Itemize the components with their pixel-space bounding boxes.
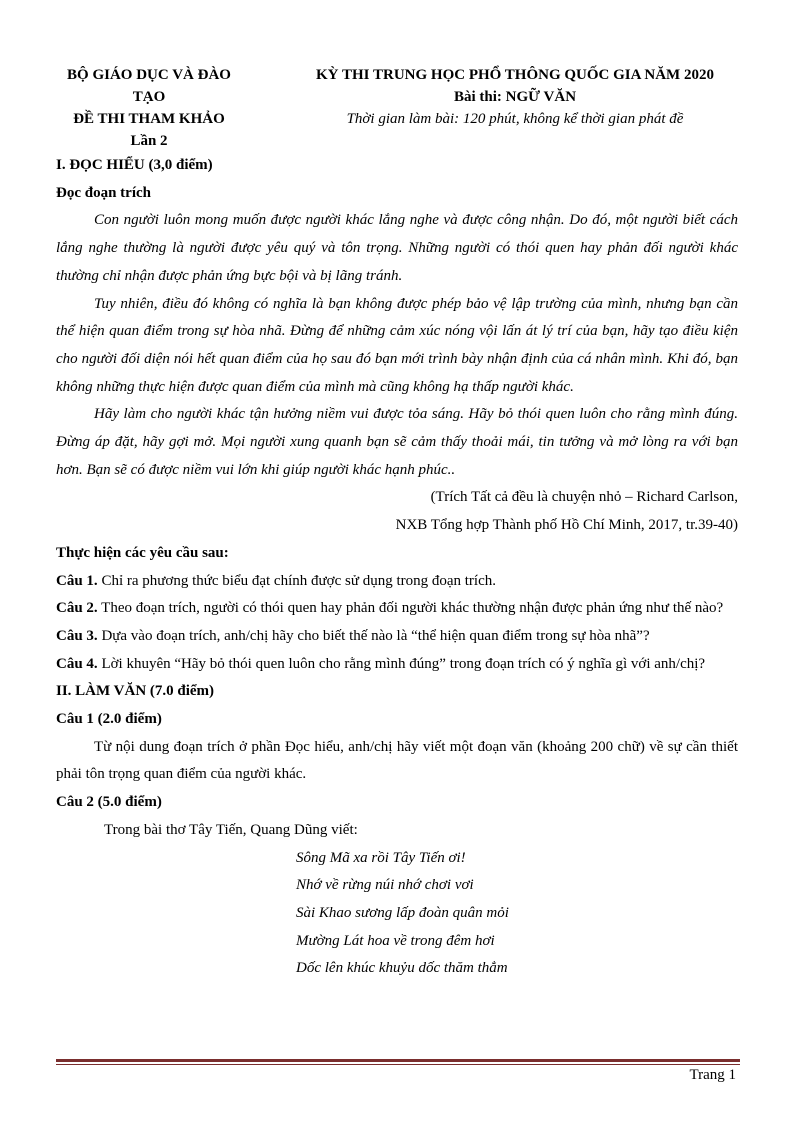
- footer-rule-thin: [56, 1064, 740, 1065]
- source-line-1: (Trích Tất cả đều là chuyện nhỏ – Richard Carlson,: [430, 489, 738, 506]
- exam-round: Lần 2: [130, 133, 168, 149]
- question-3: [56, 623, 738, 651]
- poem-line: Mường Lát hoa về trong đêm hơi: [296, 932, 495, 949]
- exam-time: Thời gian làm bài: 120 phút, không kể thời gian phát đề: [346, 111, 684, 127]
- section2-title: II. LÀM VĂN (7.0 điểm): [56, 683, 215, 700]
- poem-line: Sài Khao sương lấp đoàn quân mỏi: [296, 904, 509, 921]
- question-4: [56, 651, 738, 679]
- excerpt-heading: Đọc đoạn trích: [56, 184, 151, 201]
- excerpt-paragraph-2: Tuy nhiên, điều đó không có nghĩa là bạn không được phép bảo vệ lập trường của mình, nhưng bạn cần thể hiện quan điểm trong sự hòa nhã. Đừng để những cảm xúc nóng vội lấn át lý trí của bạn, hãy tạo điều kiện cho người đối diện nói hết quan điểm của họ sau đó bạn mới trình bày nhận định của cá nhân mình. Khi đó, bạn không những thực hiện được quan điểm của mình mà cũng không hạ thấp người khác.: [56, 295, 738, 395]
- section1-title: I. ĐỌC HIỂU (3,0 điểm): [56, 157, 213, 173]
- ministry-block: [56, 64, 242, 152]
- poem-line: Sông Mã xa rồi Tây Tiến ơi!: [296, 849, 466, 866]
- ministry-name: BỘ GIÁO DỤC VÀ ĐÀO TẠO: [67, 67, 231, 105]
- excerpt-paragraph-3: Hãy làm cho người khác tận hưởng niềm vui được tỏa sáng. Hãy bỏ thói quen luôn cho rằng mình đúng. Đừng áp đặt, hãy gợi mở. Mọi người xung quanh bạn sẽ cảm thấy thoải mái, tin tưởng và mở lòng ra với bạn hơn. Bạn sẽ có được niềm vui lớn khi giúp người khác hạnh phúc..: [56, 406, 738, 478]
- poem-excerpt: [56, 845, 738, 984]
- question-2: [56, 595, 738, 623]
- poem-line: Nhớ về rừng núi nhớ chơi vơi: [296, 877, 474, 894]
- essay-q2-title: Câu 2 (5.0 điểm): [56, 794, 162, 811]
- essay-q2-intro: Trong bài thơ Tây Tiến, Quang Dũng viết:: [104, 821, 358, 838]
- question-label: Câu 4.: [56, 655, 98, 672]
- essay-q1-text: Từ nội dung đoạn trích ở phần Đọc hiểu, anh/chị hãy viết một đoạn văn (khoảng 200 chữ) về sự cần thiết phải tôn trọng quan điểm của người khác.: [56, 738, 738, 783]
- question-label: Câu 3.: [56, 627, 98, 644]
- question-label: Câu 1.: [56, 572, 98, 589]
- question-text: Lời khuyên “Hãy bỏ thói quen luôn cho rằng mình đúng” trong đoạn trích có ý nghĩa gì với anh/chị?: [97, 655, 706, 672]
- essay-q1-title: Câu 1 (2.0 điểm): [56, 711, 162, 728]
- exam-subject: Bài thi: NGỮ VĂN: [453, 89, 577, 105]
- source-line-2: NXB Tổng hợp Thành phố Hồ Chí Minh, 2017, tr.39-40): [395, 517, 738, 534]
- footer-rule-thick: [56, 1059, 740, 1062]
- tasks-heading: Thực hiện các yêu cầu sau:: [56, 544, 229, 561]
- poem-line: Dốc lên khúc khuỷu dốc thăm thẳm: [296, 960, 508, 977]
- question-label: Câu 2.: [56, 600, 98, 617]
- question-text: Chỉ ra phương thức biểu đạt chính được sử dụng trong đoạn trích.: [97, 572, 497, 589]
- exam-info-block: [292, 64, 738, 130]
- question-1: [56, 568, 738, 596]
- exam-type: ĐỀ THI THAM KHẢO: [73, 111, 225, 127]
- exam-content: [56, 152, 738, 983]
- exam-title: KỲ THI TRUNG HỌC PHỔ THÔNG QUỐC GIA NĂM 2020: [316, 67, 714, 83]
- question-text: Dựa vào đoạn trích, anh/chị hãy cho biết thế nào là “thể hiện quan điểm trong sự hòa nhã”?: [97, 627, 650, 644]
- page-number: Trang 1: [689, 1067, 736, 1083]
- question-text: Theo đoạn trích, người có thói quen hay phản đối người khác thường nhận được phản ứng như thế nào?: [97, 600, 724, 617]
- excerpt-paragraph-1: Con người luôn mong muốn được người khác lắng nghe và được công nhận. Do đó, một người biết cách lắng nghe thường là người được yêu quý và tôn trọng. Những người có thói quen hay phản đối người khác thường chỉ nhận được phản ứng bực bội và bị lãng tránh.: [56, 212, 738, 284]
